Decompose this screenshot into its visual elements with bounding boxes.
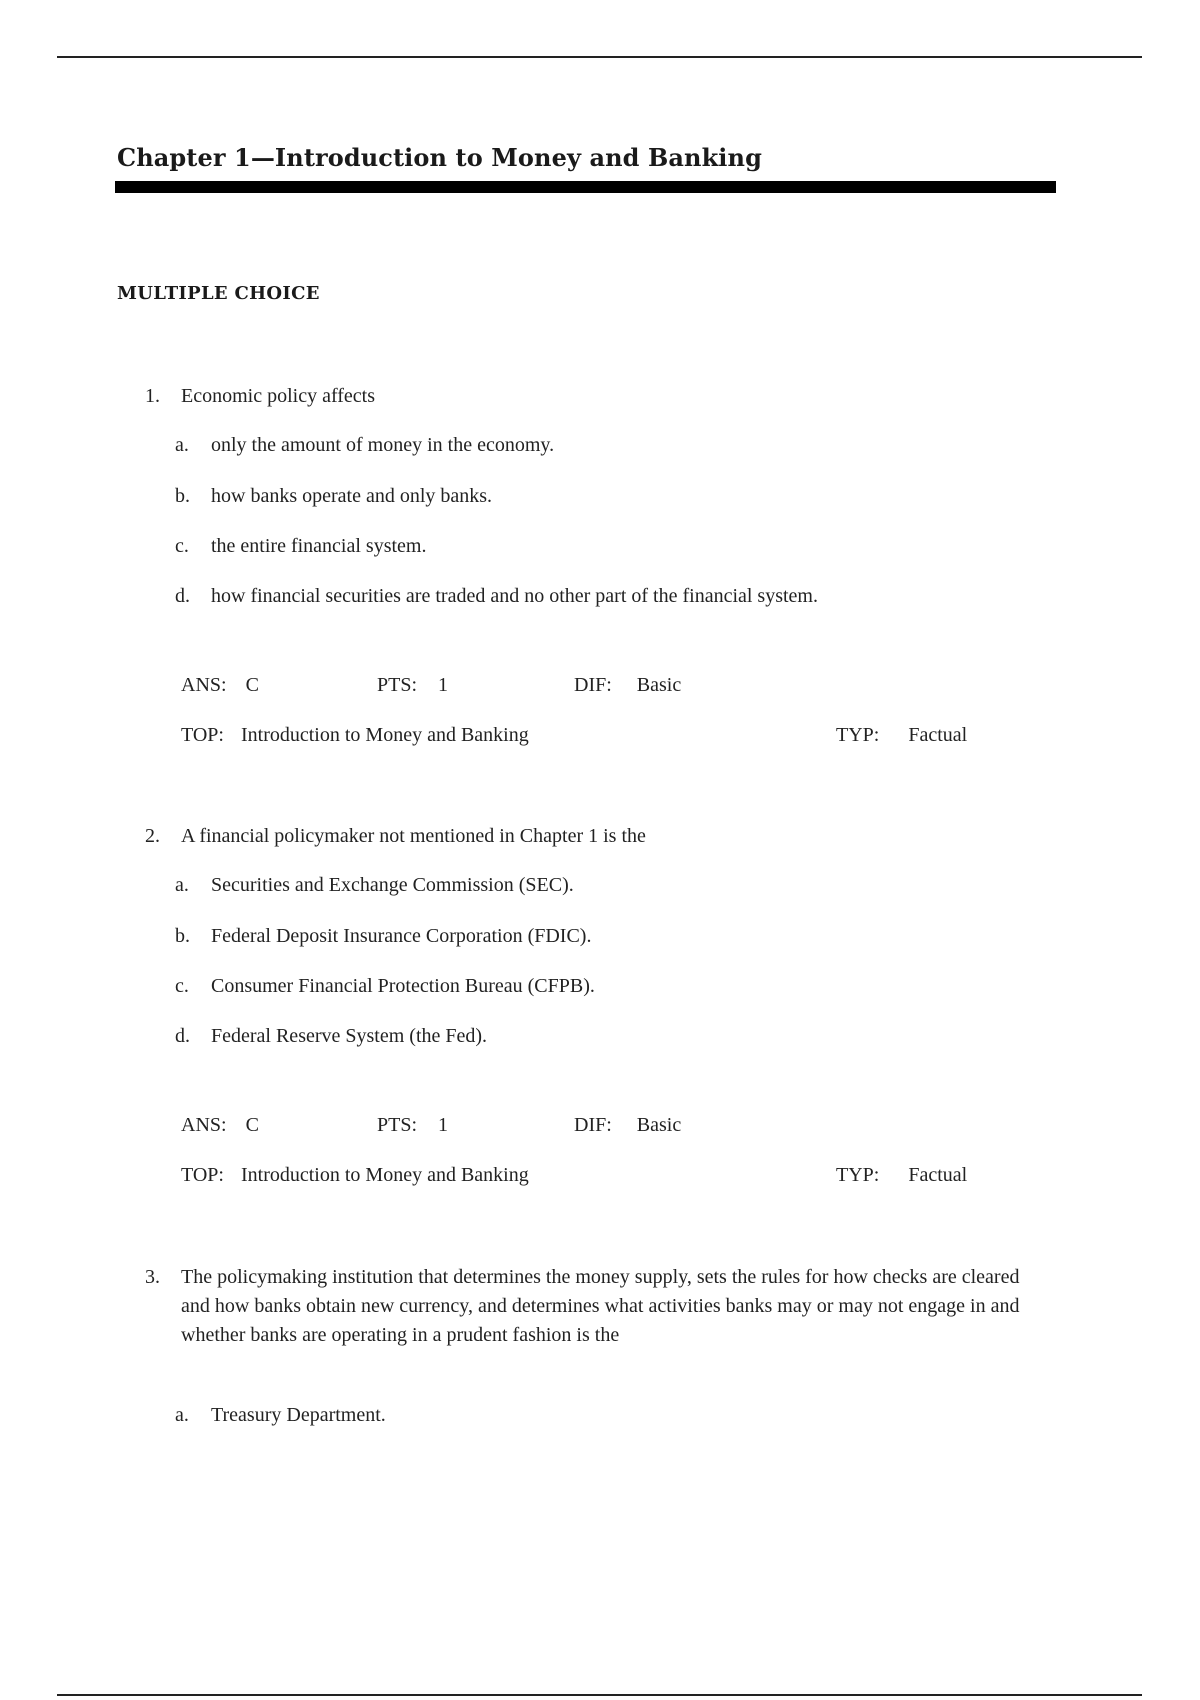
option-letter: d. [175,585,190,607]
option-c [175,532,426,561]
topic-label: TOP: [181,1164,224,1186]
points-field [377,1111,448,1140]
question-text: The policymaking institution that determines the money supply, sets the rules for how checks are cleared and how banks obtain new currency, and determines what activities banks may or may not engage in and whether banks are operating in a prudent fashion is the [181,1266,1020,1346]
option-text: Federal Reserve System (the Fed). [211,1025,488,1047]
difficulty-field [574,1111,681,1140]
option-letter: b. [175,925,190,947]
option-b [175,922,591,951]
topic-field [181,1161,529,1190]
option-c [175,972,595,1001]
type-value: Factual [908,1164,968,1186]
type-label: TYP: [836,724,880,746]
option-a [175,1401,386,1430]
question-text: Economic policy affects [181,385,376,407]
difficulty-label: DIF: [574,674,612,696]
difficulty-field [574,671,681,700]
title-underline-bar [115,181,1056,193]
points-value: 1 [438,1114,449,1136]
type-label: TYP: [836,1164,880,1186]
points-value: 1 [438,674,449,696]
topic-value: Introduction to Money and Banking [240,1164,529,1186]
footer-rule [57,1694,1142,1696]
difficulty-value: Basic [636,1114,682,1136]
topic-field [181,721,529,750]
question-text: A financial policymaker not mentioned in Chapter 1 is the [181,825,646,847]
option-d [175,1022,487,1051]
option-letter: a. [175,874,189,896]
option-d [175,582,818,611]
difficulty-value: Basic [636,674,682,696]
option-a [175,431,554,460]
option-b [175,482,492,511]
question-stem [145,382,1025,411]
option-text: only the amount of money in the economy. [211,434,555,456]
answer-label: ANS: [181,674,227,696]
option-text: the entire financial system. [211,535,427,557]
chapter-title: Chapter 1—Introduction to Money and Banking [117,143,762,172]
option-letter: a. [175,1404,189,1426]
option-letter: c. [175,535,189,557]
topic-value: Introduction to Money and Banking [240,724,529,746]
answer-field [181,671,259,700]
type-field [836,1161,967,1190]
option-text: Federal Deposit Insurance Corporation (FDIC). [211,925,592,947]
option-text: how financial securities are traded and no other part of the financial system. [211,585,818,607]
question-number: 2. [145,825,160,847]
option-letter: a. [175,434,189,456]
question-stem [145,822,1025,851]
option-text: Securities and Exchange Commission (SEC). [211,874,574,896]
option-text: Treasury Department. [211,1404,386,1426]
option-letter: c. [175,975,189,997]
points-field [377,671,448,700]
answer-field [181,1111,259,1140]
type-field [836,721,967,750]
option-letter: b. [175,485,190,507]
answer-label: ANS: [181,1114,227,1136]
option-letter: d. [175,1025,190,1047]
header-rule [57,56,1142,58]
answer-value: C [245,674,259,696]
points-label: PTS: [377,1114,418,1136]
difficulty-label: DIF: [574,1114,612,1136]
type-value: Factual [908,724,968,746]
section-heading: MULTIPLE CHOICE [117,283,320,304]
option-text: Consumer Financial Protection Bureau (CFPB). [211,975,595,997]
points-label: PTS: [377,674,418,696]
question-stem [145,1263,1025,1350]
option-text: how banks operate and only banks. [211,485,493,507]
question-number: 1. [145,385,160,407]
topic-label: TOP: [181,724,224,746]
option-a [175,871,574,900]
question-number: 3. [145,1266,160,1288]
answer-value: C [245,1114,259,1136]
